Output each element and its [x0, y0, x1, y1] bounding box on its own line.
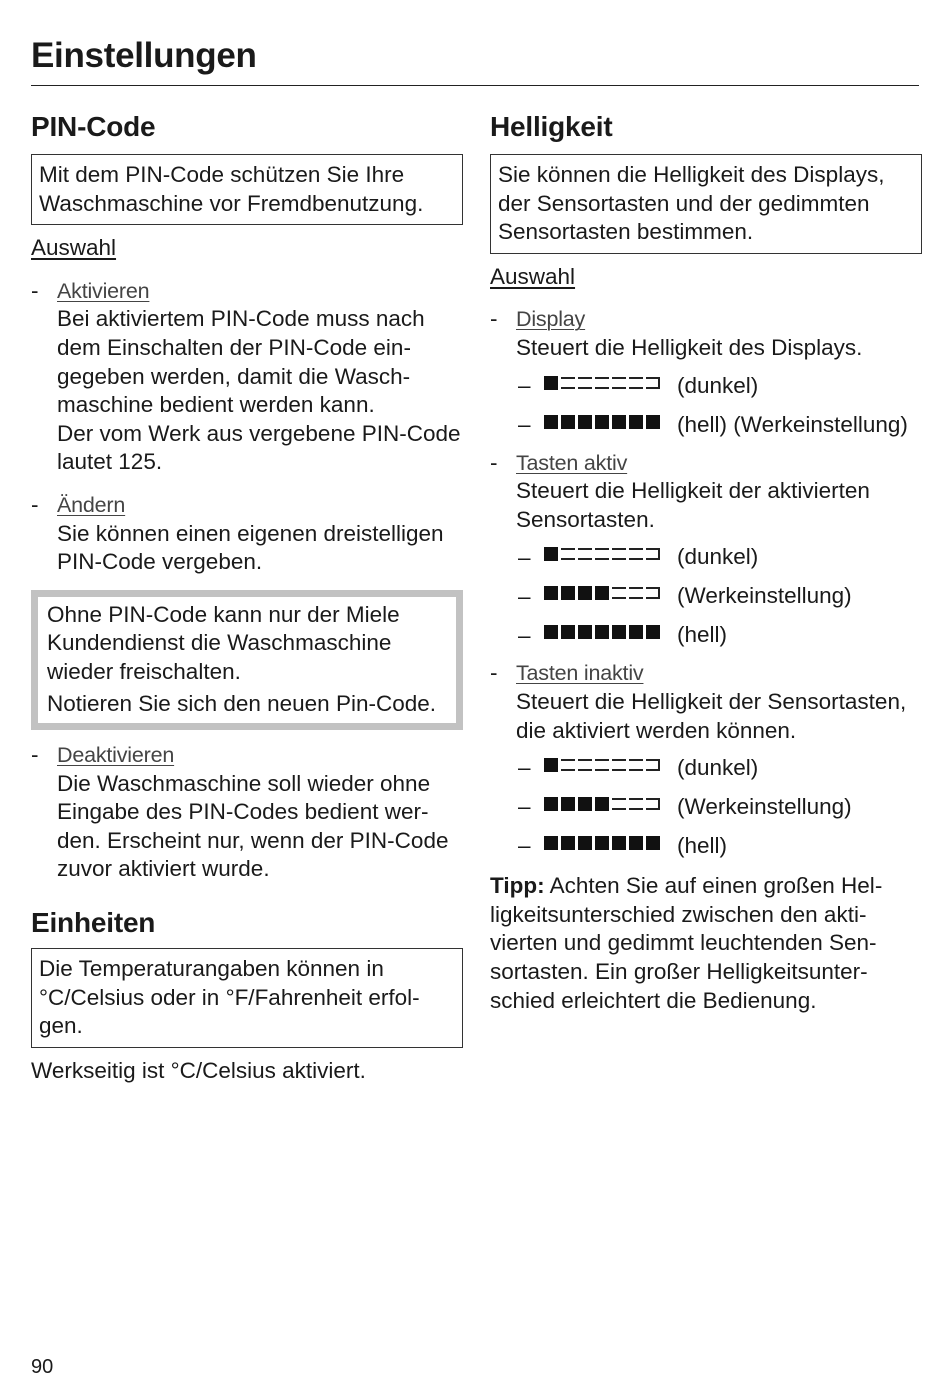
- brightness-segment-off: [629, 377, 643, 389]
- option-tasten-inaktiv-name: Tasten inaktiv: [516, 661, 644, 686]
- helligkeit-intro-box: [490, 154, 922, 254]
- option-aendern-name: Ändern: [57, 492, 126, 517]
- brightness-segment-on: [544, 797, 558, 811]
- page-number: 90: [31, 1356, 54, 1378]
- brightness-segment-on: [612, 625, 626, 639]
- brightness-level-label: (dunkel): [677, 755, 759, 781]
- brightness-level-label: (hell): [677, 622, 728, 648]
- brightness-segment-off: [646, 377, 660, 389]
- brightness-segment-off: [595, 759, 609, 771]
- brightness-segment-on: [544, 758, 558, 772]
- tip-label: Tipp:: [490, 873, 545, 899]
- brightness-segment-on: [544, 586, 558, 600]
- note-text-2: Notieren Sie sich den neuen Pin-Code.: [47, 690, 436, 716]
- brightness-segment-off: [612, 587, 626, 599]
- brightness-segment-on: [561, 586, 575, 600]
- dash-marker: -: [490, 449, 498, 475]
- helligkeit-heading: Helligkeit: [490, 111, 613, 142]
- brightness-segment-on: [629, 415, 643, 429]
- brightness-level-row: [490, 749, 922, 788]
- brightness-segment-on: [595, 586, 609, 600]
- brightness-level-label: (hell): [677, 833, 728, 859]
- einheiten-heading: Einheiten: [31, 907, 156, 939]
- endash-marker: –: [518, 583, 531, 609]
- brightness-segment-off: [629, 548, 643, 560]
- option-display-name: Display: [516, 307, 586, 332]
- helligkeit-auswahl-label: Auswahl: [490, 263, 576, 289]
- brightness-segment-off: [561, 759, 575, 771]
- brightness-segment-on: [646, 415, 660, 429]
- brightness-segment-on: [561, 625, 575, 639]
- brightness-segment-off: [646, 759, 660, 771]
- tip-text: Achten Sie auf einen großen Helligkeitsunterschied zwischen den aktivierten und gedimmt leuchtenden Sensortasten. Ein großer Helligkeitsunterschied erleichtert die Bedienung.: [490, 873, 883, 1013]
- option-aktivieren-name: Aktivieren: [57, 278, 150, 303]
- endash-marker: –: [518, 794, 531, 820]
- brightness-bar-icon: [544, 586, 660, 600]
- brightness-segment-off: [612, 798, 626, 810]
- note-text-1: Ohne PIN-Code kann nur der Miele Kundendienst die Waschmaschine wieder freischalten.: [47, 601, 400, 684]
- brightness-segment-on: [612, 415, 626, 429]
- endash-marker: –: [518, 411, 531, 437]
- option-tasten-inaktiv: [490, 659, 922, 745]
- option-tasten-aktiv-name: Tasten aktiv: [516, 450, 628, 475]
- brightness-segment-on: [646, 625, 660, 639]
- pin-warning-note: [31, 590, 463, 730]
- brightness-segment-off: [629, 587, 643, 599]
- brightness-level-label: (hell) (Werkeinstellung): [677, 411, 908, 437]
- brightness-level-row: [490, 788, 922, 827]
- brightness-segment-on: [578, 415, 592, 429]
- brightness-segment-off: [646, 548, 660, 560]
- brightness-segment-off: [646, 798, 660, 810]
- endash-marker: –: [518, 372, 531, 398]
- tasten-inaktiv-levels: [490, 749, 922, 866]
- tip-paragraph: [490, 872, 922, 1015]
- option-display: [490, 305, 922, 362]
- left-column: [31, 108, 463, 1085]
- brightness-segment-on: [612, 836, 626, 850]
- einheiten-intro-text: Die Temperaturangaben können in °C/Celsius oder in °F/Fahrenheit erfolgen.: [39, 956, 420, 1039]
- title-rule: [31, 85, 919, 86]
- pin-auswahl-label: Auswahl: [31, 235, 117, 261]
- brightness-segment-off: [629, 759, 643, 771]
- einheiten-default-text: Werkseitig ist °C/Celsius aktiviert.: [31, 1057, 366, 1083]
- brightness-segment-on: [544, 415, 558, 429]
- option-display-desc: Steuert die Helligkeit des Displays.: [516, 334, 863, 360]
- brightness-segment-off: [561, 377, 575, 389]
- option-tasten-aktiv: [490, 449, 922, 535]
- brightness-segment-off: [612, 548, 626, 560]
- brightness-segment-off: [595, 548, 609, 560]
- option-aendern: [31, 491, 463, 577]
- option-tasten-aktiv-desc: Steuert die Helligkeit der aktivierten Sensortasten.: [516, 478, 870, 532]
- brightness-level-label: (Werkeinstellung): [677, 794, 852, 820]
- brightness-segment-on: [544, 836, 558, 850]
- option-aktivieren: [31, 277, 463, 477]
- endash-marker: –: [518, 544, 531, 570]
- brightness-segment-off: [646, 587, 660, 599]
- brightness-bar-icon: [544, 758, 660, 772]
- brightness-segment-on: [561, 836, 575, 850]
- helligkeit-intro-text: Sie können die Helligkeit des Displays, der Sensortasten und der gedimmten Sensortasten bestimmen.: [498, 162, 885, 245]
- endash-marker: –: [518, 755, 531, 781]
- brightness-segment-on: [578, 797, 592, 811]
- brightness-segment-on: [578, 625, 592, 639]
- brightness-segment-off: [578, 377, 592, 389]
- brightness-level-row: [490, 616, 922, 655]
- brightness-segment-on: [561, 797, 575, 811]
- option-deaktivieren: [31, 741, 463, 884]
- brightness-level-row: [490, 406, 922, 445]
- brightness-segment-off: [612, 377, 626, 389]
- dash-marker: -: [31, 491, 39, 517]
- option-aktivieren-desc: Bei aktiviertem PIN-Code muss nach dem Einschalten der PIN-Code eingegeben werden, damit die Waschmaschine bedient werden kann.: [57, 306, 425, 418]
- brightness-segment-on: [595, 625, 609, 639]
- brightness-segment-on: [544, 625, 558, 639]
- brightness-bar-icon: [544, 797, 660, 811]
- option-aktivieren-pin-info: Der vom Werk aus vergebene PIN-Code lautet 125.: [57, 420, 461, 475]
- einheiten-intro-box: [31, 948, 463, 1048]
- brightness-segment-off: [595, 377, 609, 389]
- endash-marker: –: [518, 622, 531, 648]
- brightness-segment-on: [595, 797, 609, 811]
- option-aendern-desc: Sie können einen eigenen dreistelligen PIN-Code vergeben.: [57, 520, 444, 575]
- brightness-segment-on: [544, 376, 558, 390]
- brightness-segment-off: [578, 759, 592, 771]
- option-deaktivieren-name: Deaktivieren: [57, 743, 175, 768]
- brightness-level-label: (dunkel): [677, 544, 759, 570]
- dash-marker: -: [490, 660, 498, 686]
- brightness-segment-off: [629, 798, 643, 810]
- pin-heading: PIN-Code: [31, 111, 156, 142]
- brightness-level-row: [490, 577, 922, 616]
- brightness-bar-icon: [544, 547, 660, 561]
- brightness-bar-icon: [544, 625, 660, 639]
- dash-marker: -: [31, 277, 39, 303]
- brightness-level-label: (Werkeinstellung): [677, 583, 852, 609]
- dash-marker: -: [490, 306, 498, 332]
- pin-intro-box: [31, 154, 463, 225]
- brightness-level-row: [490, 538, 922, 577]
- brightness-level-row: [490, 827, 922, 866]
- brightness-level-label: (dunkel): [677, 372, 759, 398]
- brightness-segment-off: [612, 759, 626, 771]
- brightness-segment-off: [561, 548, 575, 560]
- brightness-segment-on: [646, 836, 660, 850]
- endash-marker: –: [518, 833, 531, 859]
- brightness-segment-on: [544, 547, 558, 561]
- option-tasten-inaktiv-desc: Steuert die Helligkeit der Sensortasten, die aktiviert werden können.: [516, 688, 907, 743]
- brightness-segment-on: [595, 836, 609, 850]
- brightness-bar-icon: [544, 415, 660, 429]
- brightness-segment-off: [578, 548, 592, 560]
- brightness-segment-on: [595, 415, 609, 429]
- brightness-level-row: [490, 367, 922, 406]
- pin-intro-text: Mit dem PIN-Code schützen Sie Ihre Waschmaschine vor Fremdbenutzung.: [39, 162, 424, 216]
- brightness-bar-icon: [544, 376, 660, 390]
- brightness-segment-on: [629, 836, 643, 850]
- tasten-aktiv-levels: [490, 538, 922, 655]
- right-column: [490, 108, 922, 1015]
- option-deaktivieren-desc: Die Waschmaschine soll wieder ohne Eingabe des PIN-Codes bedient werden. Erscheint nur, wenn der PIN-Code zuvor aktiviert wurde.: [57, 770, 449, 882]
- dash-marker: -: [31, 742, 39, 768]
- brightness-segment-on: [629, 625, 643, 639]
- page-title: Einstellungen: [31, 36, 257, 75]
- brightness-segment-on: [578, 836, 592, 850]
- brightness-segment-on: [578, 586, 592, 600]
- brightness-segment-on: [561, 415, 575, 429]
- brightness-bar-icon: [544, 836, 660, 850]
- display-levels: [490, 367, 922, 445]
